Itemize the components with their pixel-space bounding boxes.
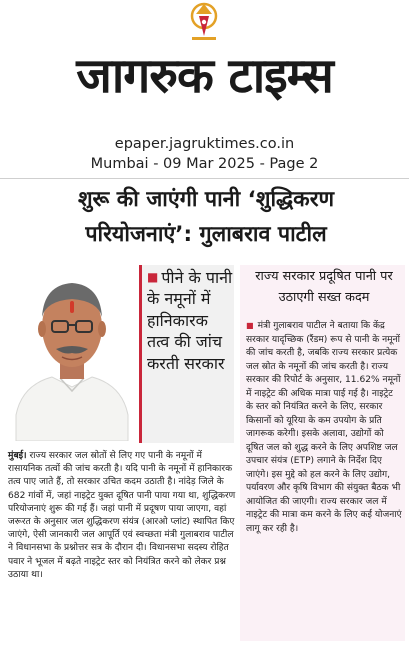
accent-bar — [139, 265, 142, 443]
newspaper-brand: जागरुक टाइम्स — [76, 48, 333, 104]
epaper-url[interactable]: epaper.jagruktimes.co.in — [114, 136, 295, 152]
pen-nib-emblem — [186, 2, 222, 42]
sidebar-heading: राज्य सरकार प्रदूषित पानी पर उठाएगी सख्त कदम — [255, 269, 393, 305]
minister-photo — [8, 265, 136, 441]
pull-quote-box — [139, 265, 234, 443]
square-bullet-icon: ■ — [147, 270, 159, 284]
portrait-illustration — [8, 265, 136, 441]
headline-line-2: परियोजनाएं’: गुलाबराव पाटील — [85, 222, 327, 247]
article-text: राज्य सरकार जल स्रोतों से लिए गए पानी के नमूनों में रासायनिक तत्वों की जांच करती है। यदि पानी के नमूनों में हानिकारक तत्व पाए जाते हैं, तो सरकार उचित कदम उठाती है। नांदेड़ जिले के 682 गांवों में, जहां नाइट्रेट युक्त दूषित पानी पाया गया था, शुद्धिकरण परियोजनाएं शुरू की गई हैं। जहां पानी में प्रदूषण पाया जाएगा, वहां जरूरत के अनुसार जल शुद्धिकरण संयंत्र (आरओ प्लांट) स्थापित किए जाएंगे, ऐसी जानकारी जल आपूर्ति एवं स्वच्छता मंत्री गुलाबराव पाटील ने विधानसभा के प्रश्नोत्तर सत्र के दौरान दी। विधानसभा सदस्य रोहित पवार ने भूजल में बढ़ते नाइट्रेट स्तर को नियंत्रित करने को लेकर प्रश्न उठाया था। — [8, 451, 236, 580]
sidebar-text: मंत्री गुलाबराव पाटील ने बताया कि केंद्र सरकार यादृच्छिक (रैंडम) रूप से पानी के नमूनों की जांच करती है, जबकि राज्य सरकार प्रत्येक जल स्रोत के नमूनों की जांच करती है। राज्य सरकार की रिपोर्ट के अनुसार, 11.62% नमूनों में नाइट्रेट की अधिक मात्रा पाई गई है। नाइट्रेट के स्तर को नियंत्रित करने के लिए, सरकार किसानों को यूरिया के कम उपयोग के प्रति जागरूक करेगी। इसके अलावा, उद्योगों को दूषित जल को शुद्ध करने के लिए अपशिष्ट जल उपचार संयंत्र (ETP) लगाने के निर्देश दिए जाएंगे। इस मुद्दे को हल करने के लिए उद्योग, पर्यावरण और कृषि विभाग की संयुक्त बैठक भी आयोजित की जाएगी। राज्य सरकार जल में नाइट्रेट की मात्रा कम करने के लिए कई योजनाएं लागू कर रही है। — [246, 321, 402, 534]
square-bullet-icon: ■ — [246, 321, 254, 330]
article-body — [8, 450, 237, 582]
edition-line: Mumbai - 09 Mar 2025 - Page 2 — [90, 156, 319, 172]
dateline: मुंबई। — [8, 451, 27, 461]
masthead — [0, 0, 409, 112]
headline-line-1: शुरू की जाएंगी पानी ‘शुद्धिकरण — [77, 187, 335, 212]
edition-meta — [0, 134, 409, 174]
divider — [0, 178, 409, 179]
pull-quote — [147, 267, 233, 374]
sidebar-body — [246, 319, 402, 536]
article-headline — [10, 182, 402, 252]
pull-quote-text: पीने के पानी के नमूनों में हानिकारक तत्व की जांच करती सरकार — [147, 268, 233, 373]
